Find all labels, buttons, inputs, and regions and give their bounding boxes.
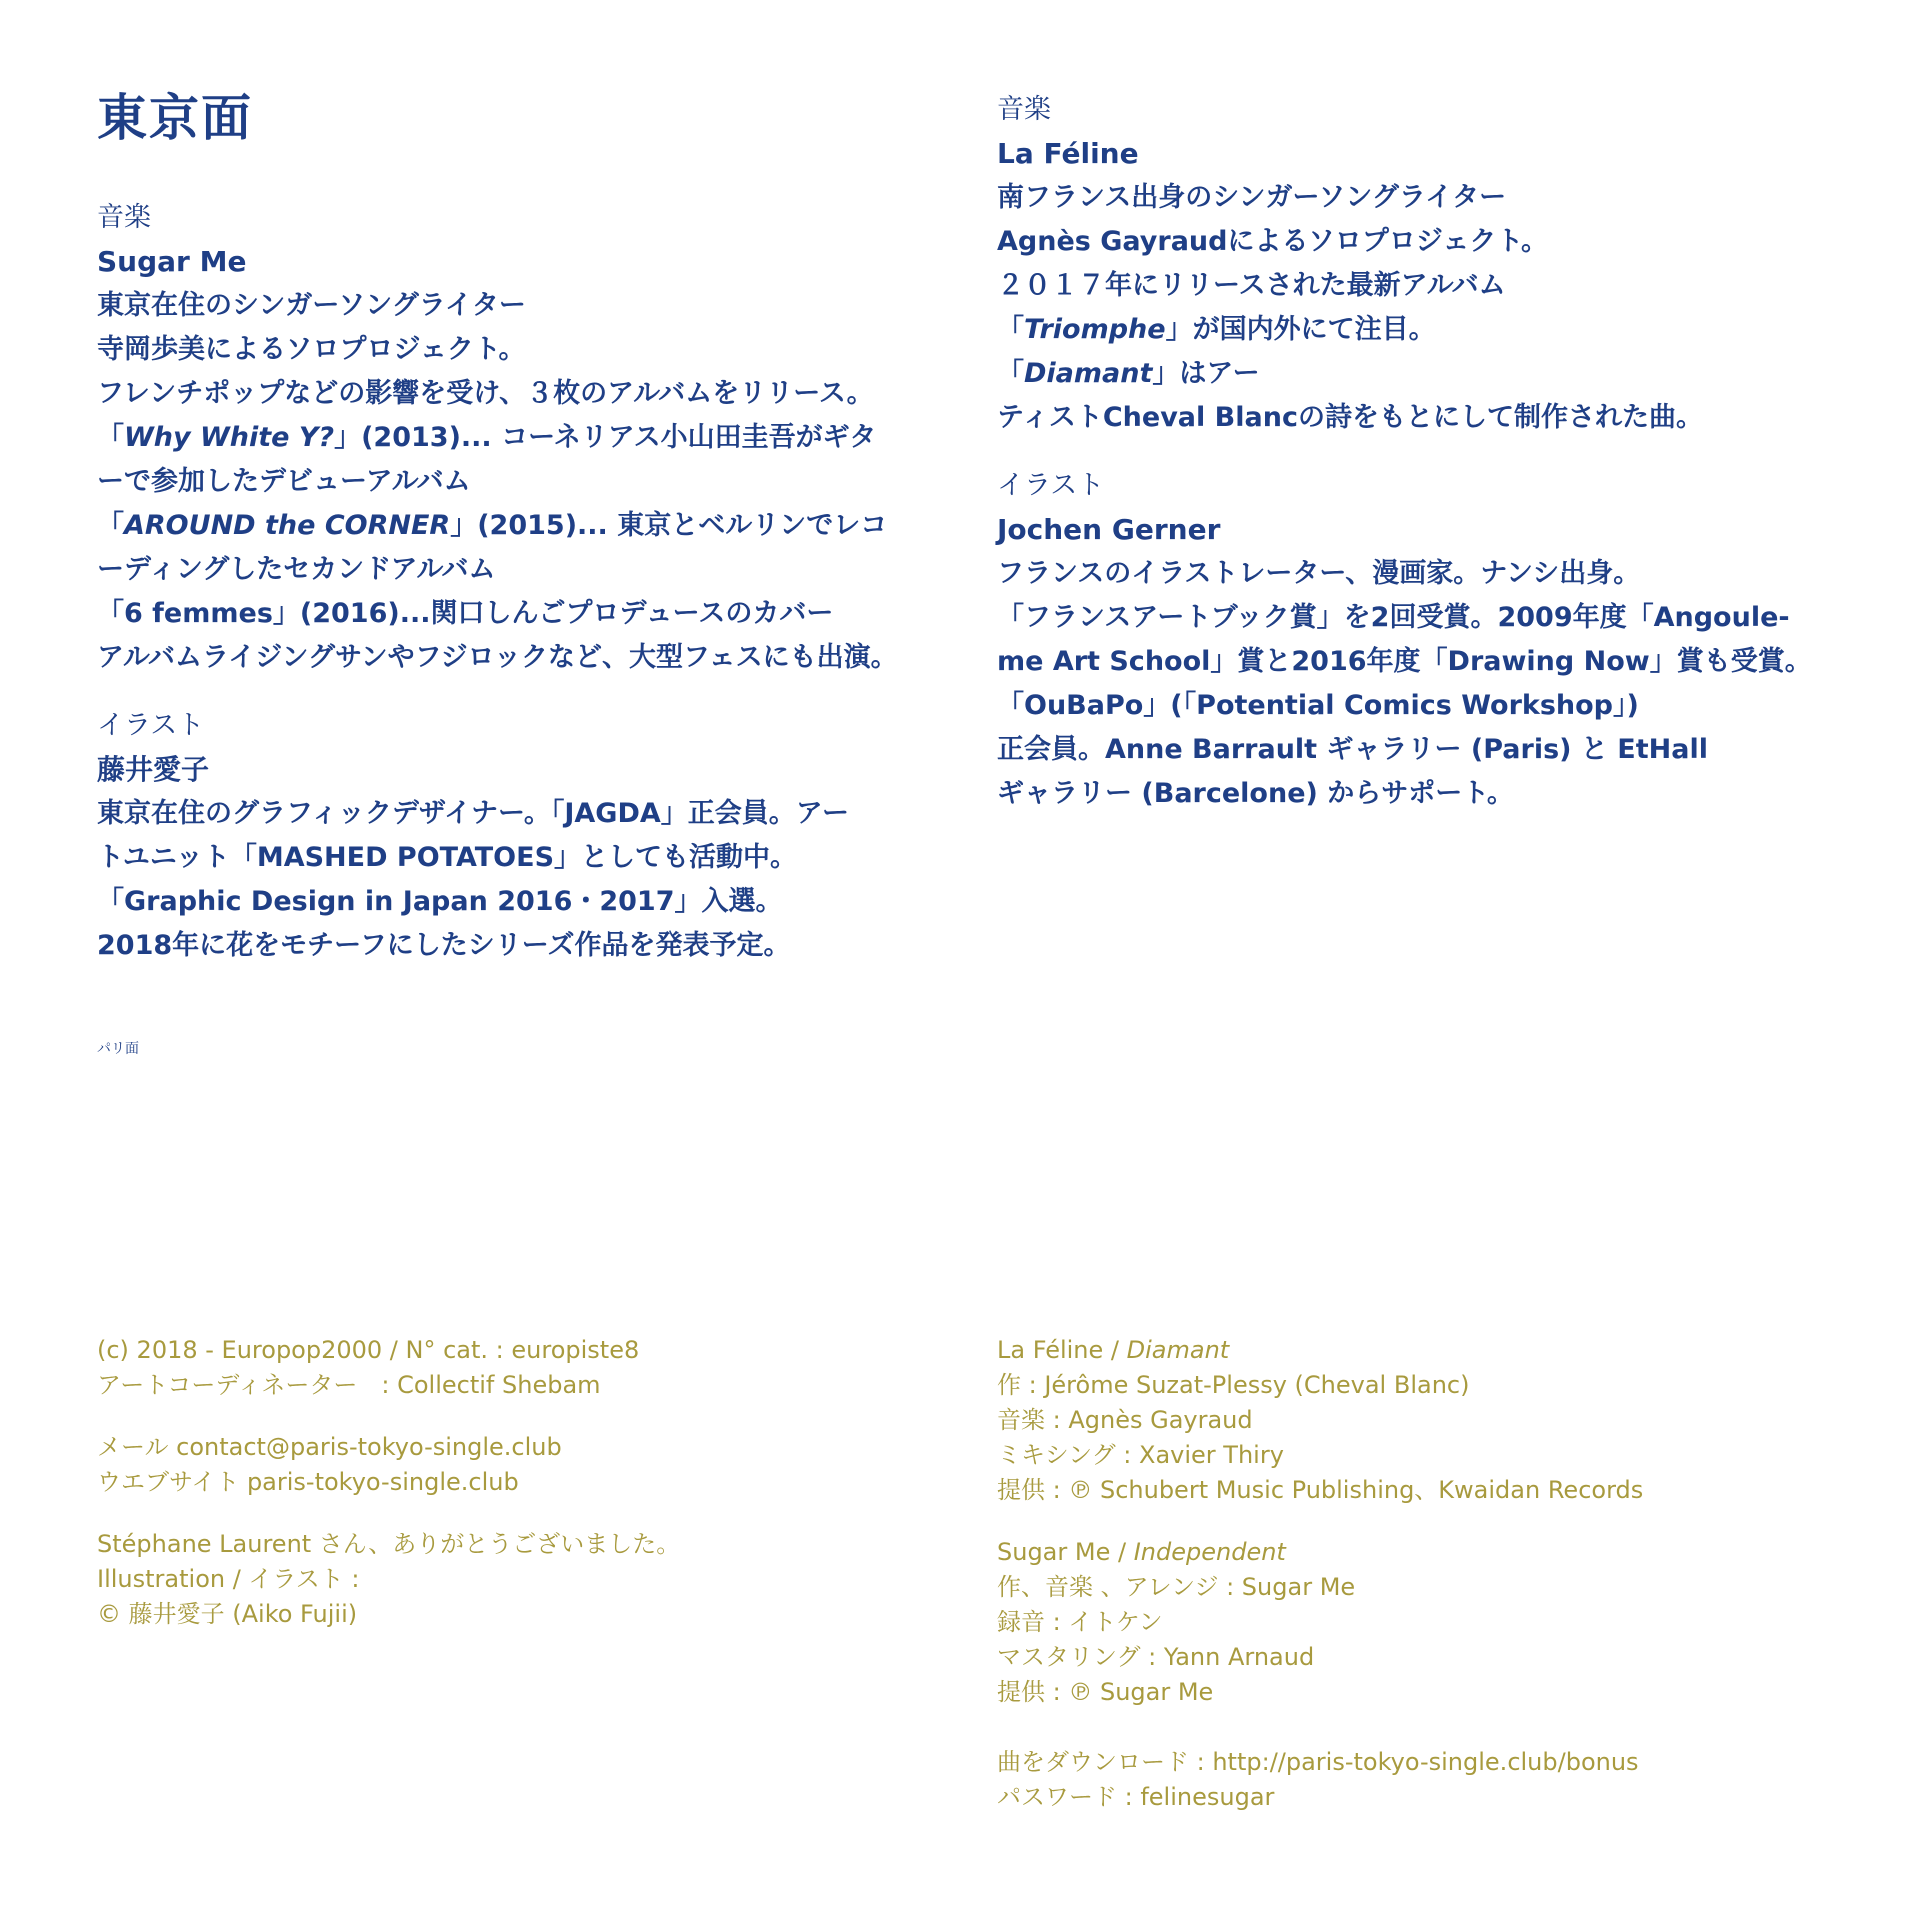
tokyo-illust-section	[97, 704, 947, 968]
paris-illust-heading: イラスト	[997, 470, 1105, 501]
tokyo-music-artist-name: Sugar Me	[97, 245, 247, 278]
paris-album-line	[997, 352, 1877, 396]
thanks-line: Stéphane Laurent さん、ありがとうございました。	[97, 1530, 681, 1558]
copyright-line: (c) 2018 - Europop2000 / N° cat. : europiste8	[97, 1336, 640, 1364]
track2-credit-line: 提供 : ℗ Sugar Me	[997, 1678, 1214, 1706]
download-url-line: 曲をダウンロード : http://paris-tokyo-single.club/bonus	[997, 1748, 1639, 1776]
credits-left	[97, 1333, 947, 1632]
paris-illust-bio-line: 「フランスアートブック賞」を2回受賞。2009年度「Angoule-	[997, 602, 1790, 633]
paris-album-line: ティストCheval Blancの詩をもとにして制作された曲。	[997, 402, 1703, 433]
album-detail: 」はアー	[1152, 358, 1260, 389]
paris-music-bio-line: 南フランス出身のシンガーソングライター	[997, 182, 1507, 213]
tokyo-album-line: ーディングしたセカンドアルバム	[97, 554, 496, 585]
tokyo-album-line	[97, 504, 947, 548]
track1-credit-line: 音楽 : Agnès Gayraud	[997, 1406, 1253, 1434]
paris-column	[997, 88, 1877, 840]
tokyo-column	[97, 88, 947, 992]
album-detail: 」(2015)... 東京とベルリンでレコ	[450, 510, 888, 541]
paris-illust-artist-name: Jochen Gerner	[997, 513, 1221, 546]
track1-credit-line: ミキシング : Xavier Thiry	[997, 1441, 1284, 1469]
paris-illust-bio-line: ギャラリー (Barcelone) からサポート。	[997, 778, 1514, 809]
bracket-open: 「	[997, 358, 1024, 389]
album-title: Why White Y?	[124, 422, 335, 453]
tokyo-illust-heading: イラスト	[97, 710, 205, 741]
tokyo-album-line: アルバムライジングサンやフジロックなど、大型フェスにも出演。	[97, 642, 898, 673]
track2-header	[997, 1535, 1877, 1570]
tokyo-music-bio-line: 東京在住のシンガーソングライター	[97, 290, 526, 321]
track2-artist: Sugar Me /	[997, 1538, 1134, 1566]
paris-album-line	[997, 308, 1877, 352]
album-detail: 」(2013)... コーネリアス小山田圭吾がギタ	[334, 422, 877, 453]
paris-music-bio-line: Agnès Gayraudによるソロプロジェクト。	[997, 226, 1548, 257]
art-coordinator-line: アートコーディネーター : Collectif Shebam	[97, 1371, 601, 1399]
track2-credit-line: 録音 : イトケン	[997, 1608, 1163, 1636]
paris-music-heading: 音楽	[997, 94, 1051, 125]
track1-credit-line: 提供 : ℗ Schubert Music Publishing、Kwaidan Records	[997, 1476, 1644, 1504]
download-password-line: パスワード : felinesugar	[997, 1783, 1275, 1811]
website-line: ウエブサイト paris-tokyo-single.club	[97, 1468, 519, 1496]
email-line: メール contact@paris-tokyo-single.club	[97, 1433, 562, 1461]
track1-title: Diamant	[1126, 1336, 1230, 1364]
tokyo-title: 東京面	[97, 89, 253, 147]
tokyo-illust-bio-line: 東京在住のグラフィックデザイナー。「JAGDA」正会員。アー	[97, 798, 849, 829]
album-title: Diamant	[1024, 358, 1153, 389]
tokyo-illust-artist-name: 藤井愛子	[97, 753, 210, 786]
album-title: AROUND the CORNER	[124, 510, 451, 541]
tokyo-album-line: 「6 femmes」(2016)...関口しんごプロデュースのカバー	[97, 598, 834, 629]
track2-credit-line: マスタリング : Yann Arnaud	[997, 1643, 1315, 1671]
paris-music-section	[997, 88, 1877, 440]
paris-music-bio-line: ２０１７年にリリースされた最新アルバム	[997, 270, 1506, 301]
paris-illust-bio-line: 正会員。Anne Barrault ギャラリー (Paris) と EtHall	[997, 734, 1708, 765]
tokyo-illust-bio-line: 「Graphic Design in Japan 2016・2017」入選。	[97, 886, 783, 917]
album-detail: 」が国内外にて注目。	[1165, 314, 1436, 345]
bracket-open: 「	[97, 510, 124, 541]
track1-header	[997, 1333, 1877, 1368]
paris-music-artist-name: La Féline	[997, 137, 1139, 170]
credits-right	[997, 1333, 1877, 1815]
bracket-open: 「	[997, 314, 1024, 345]
paris-illust-bio-line: me Art School」賞と2016年度「Drawing Now」賞も受賞。	[997, 646, 1812, 677]
tokyo-music-heading: 音楽	[97, 202, 151, 233]
paris-side-label: パリ面	[97, 1041, 139, 1057]
tokyo-illust-bio-line: 2018年に花をモチーフにしたシリーズ作品を発表予定。	[97, 930, 791, 961]
paris-illust-bio-line: 「OuBaPo」(「Potential Comics Workshop」)	[997, 690, 1639, 721]
track2-credit-line: 作、音楽 、アレンジ : Sugar Me	[997, 1573, 1356, 1601]
tokyo-music-section	[97, 196, 947, 680]
bracket-open: 「	[97, 422, 124, 453]
illustration-credit-name: © 藤井愛子 (Aiko Fujii)	[97, 1600, 358, 1628]
track2-title: Independent	[1133, 1538, 1286, 1566]
track1-artist: La Féline /	[997, 1336, 1127, 1364]
tokyo-album-line	[97, 416, 947, 460]
illustration-credit-label: Illustration / イラスト :	[97, 1565, 360, 1593]
tokyo-music-bio-line: 寺岡歩美によるソロプロジェクト。	[97, 334, 526, 365]
tokyo-album-line: ーで参加したデビューアルバム	[97, 466, 471, 497]
paris-illust-bio-line: フランスのイラストレーター、漫画家。ナンシ出身。	[997, 558, 1641, 589]
album-title: Triomphe	[1024, 314, 1166, 345]
tokyo-music-bio-line: フレンチポップなどの影響を受け、３枚のアルバムをリリース。	[97, 378, 874, 409]
tokyo-illust-bio-line: トユニット「MASHED POTATOES」としても活動中。	[97, 842, 798, 873]
paris-illust-section	[997, 464, 1877, 816]
track1-credit-line: 作 : Jérôme Suzat-Plessy (Cheval Blanc)	[997, 1371, 1470, 1399]
